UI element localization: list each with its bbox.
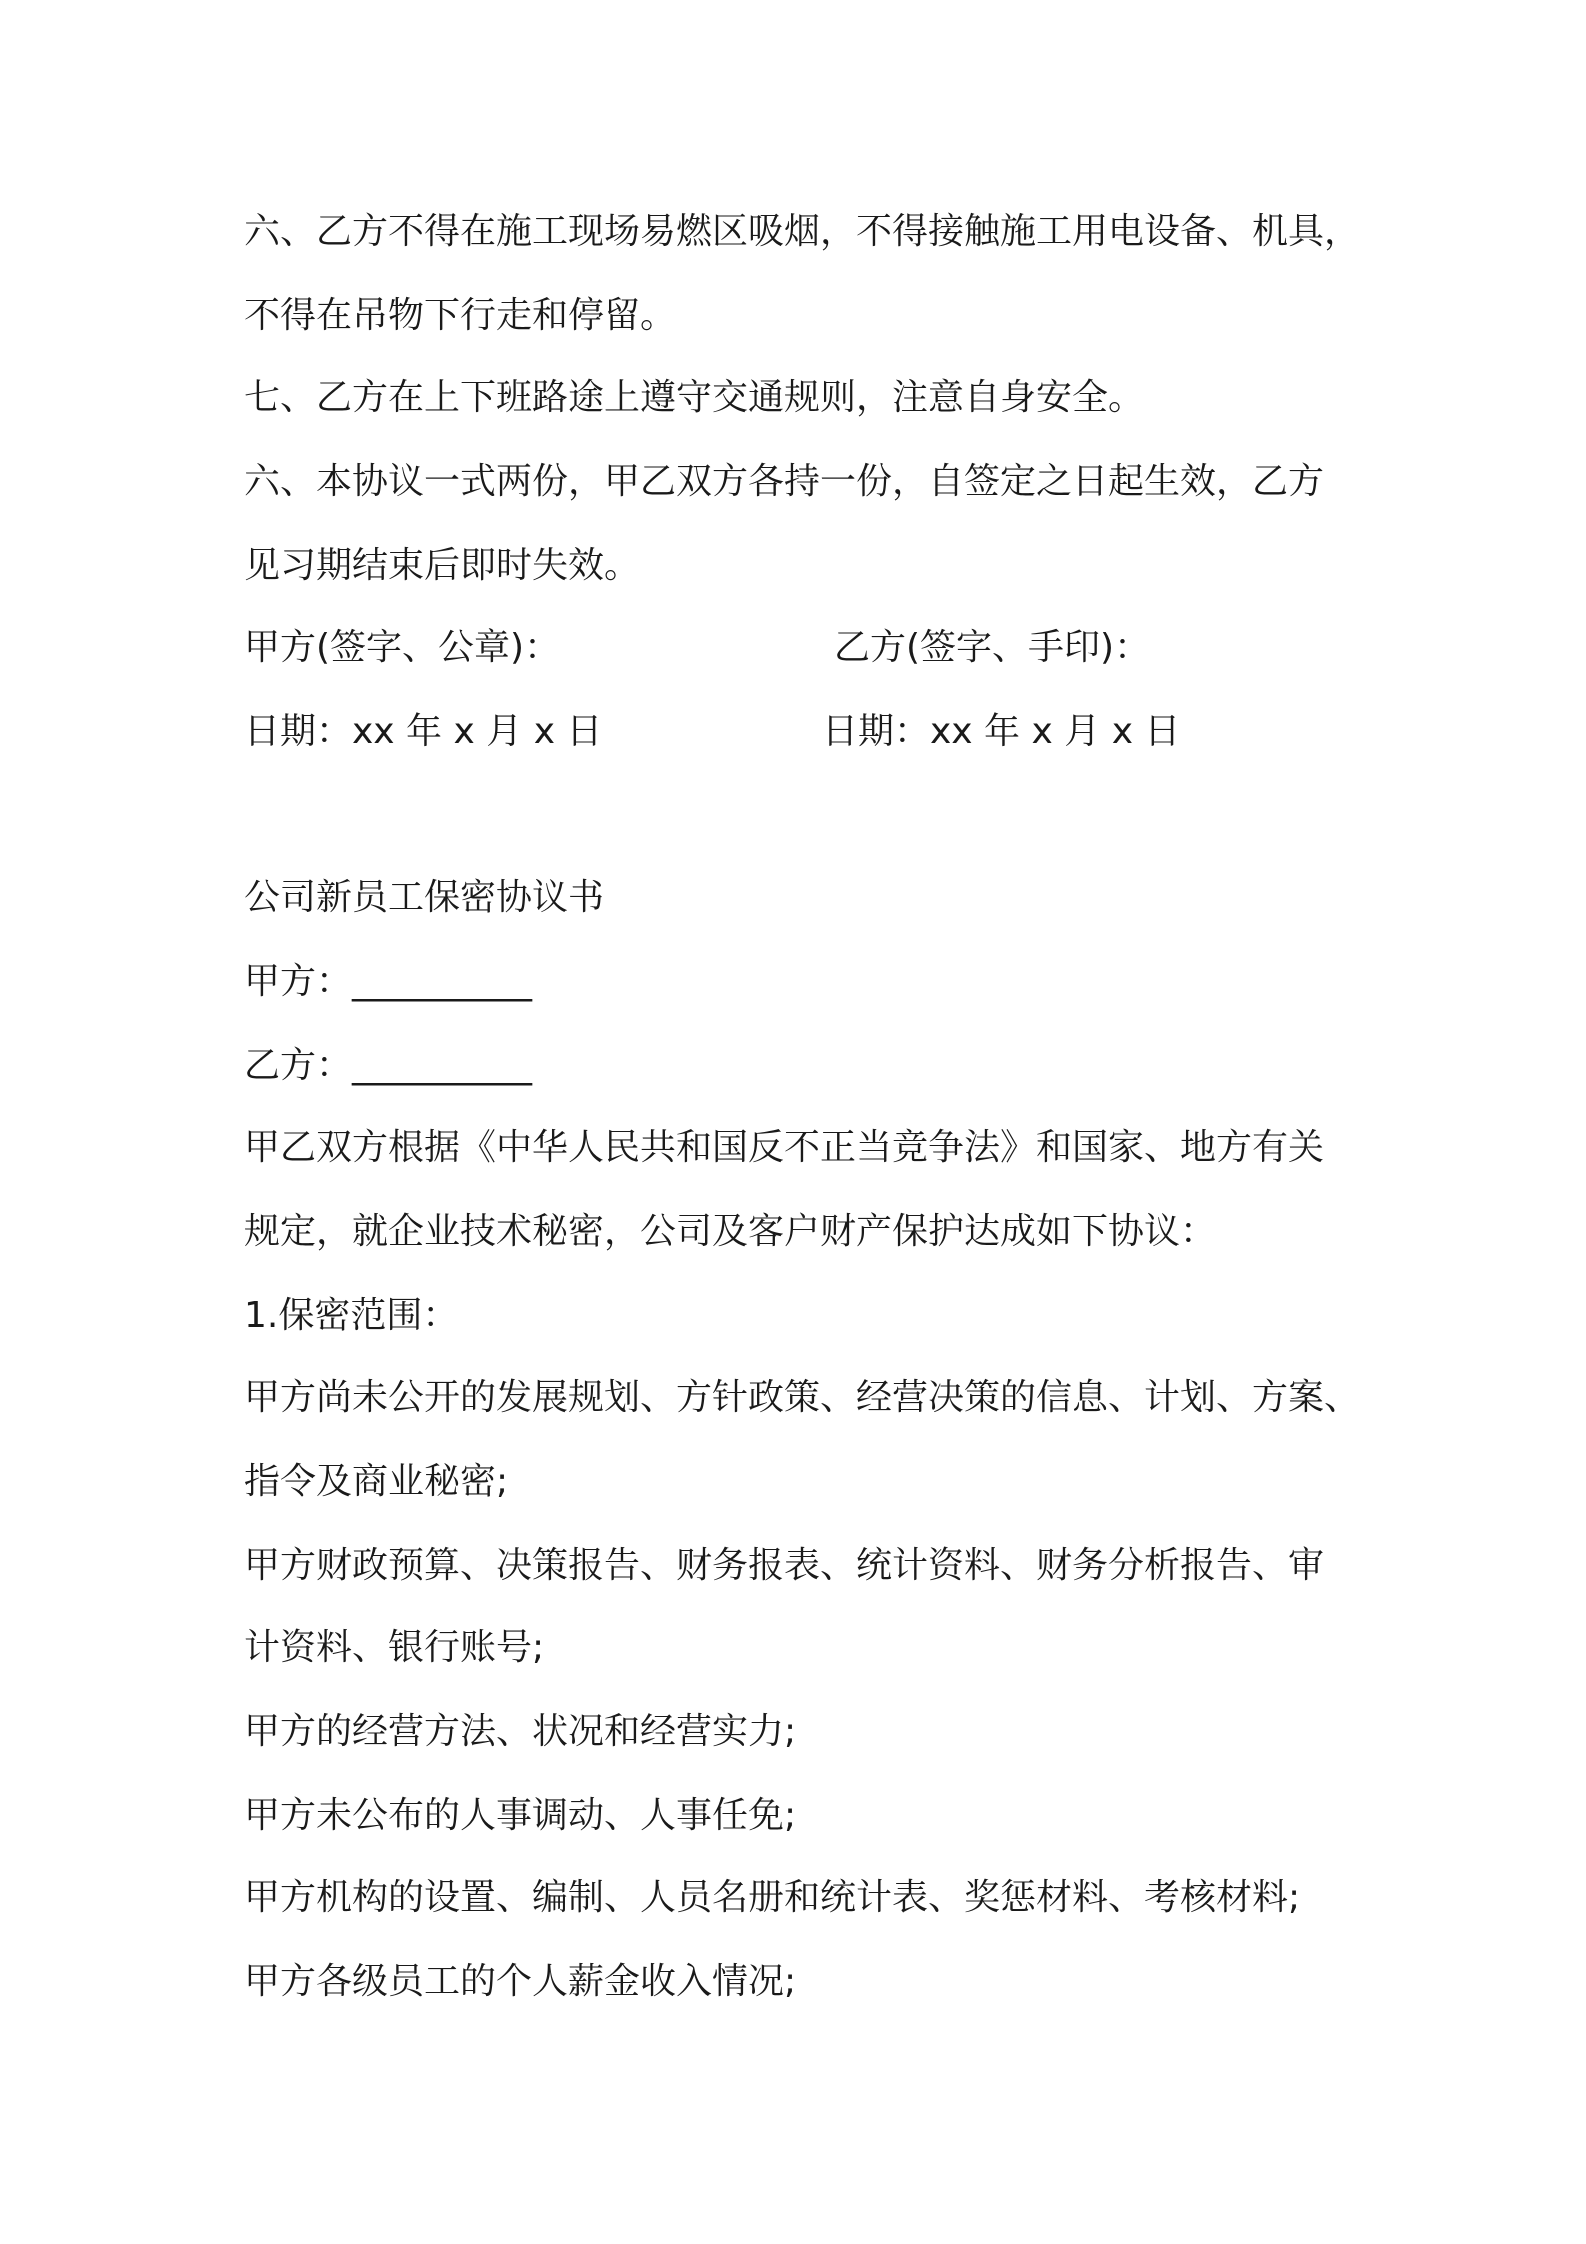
clause-6-line-2: 不得在吊物下行走和停留。 — [244, 295, 677, 336]
intro-line-1: 甲乙双方根据《中华人民共和国反不正当竞争法》和国家、地方有关 — [244, 1127, 1325, 1168]
agreement-title: 公司新员工保密协议书 — [244, 877, 605, 918]
scope-item-line: 计资料、银行账号; — [244, 1627, 545, 1668]
clause-6b-line-1: 六、本协议一式两份，甲乙双方各持一份，自签定之日起生效，乙方 — [244, 461, 1325, 502]
scope-item-line: 甲方各级员工的个人薪金收入情况; — [244, 1961, 797, 2002]
clause-6-line-1: 六、乙方不得在施工现场易燃区吸烟，不得接触施工用电设备、机具， — [244, 211, 1361, 252]
party-a-date: 日期：xx 年 x 月 x 日 — [244, 711, 603, 752]
intro-line-2: 规定，就企业技术秘密，公司及客户财产保护达成如下协议： — [244, 1211, 1217, 1252]
clause-7: 七、乙方在上下班路途上遵守交通规则，注意自身安全。 — [244, 377, 1145, 418]
party-a-field: 甲方：__________ — [244, 961, 533, 1002]
scope-item-line: 甲方财政预算、决策报告、财务报表、统计资料、财务分析报告、审 — [244, 1545, 1325, 1586]
party-b-signature-label: 乙方(签字、手印)： — [834, 627, 1151, 668]
scope-item-line: 甲方机构的设置、编制、人员名册和统计表、奖惩材料、考核材料; — [244, 1877, 1301, 1918]
party-b-date: 日期：xx 年 x 月 x 日 — [822, 711, 1181, 752]
party-b-field: 乙方：__________ — [244, 1045, 533, 1086]
scope-item-line: 指令及商业秘密; — [244, 1461, 509, 1502]
scope-item-line: 甲方尚未公开的发展规划、方针政策、经营决策的信息、计划、方案、 — [244, 1377, 1361, 1418]
scope-item-line: 甲方未公布的人事调动、人事任免; — [244, 1795, 797, 1836]
scope-item-line: 甲方的经营方法、状况和经营实力; — [244, 1711, 797, 1752]
scope-heading: 1.保密范围： — [244, 1295, 459, 1336]
clause-6b-line-2: 见习期结束后即时失效。 — [244, 545, 641, 586]
party-a-signature-label: 甲方(签字、公章)： — [244, 627, 561, 668]
